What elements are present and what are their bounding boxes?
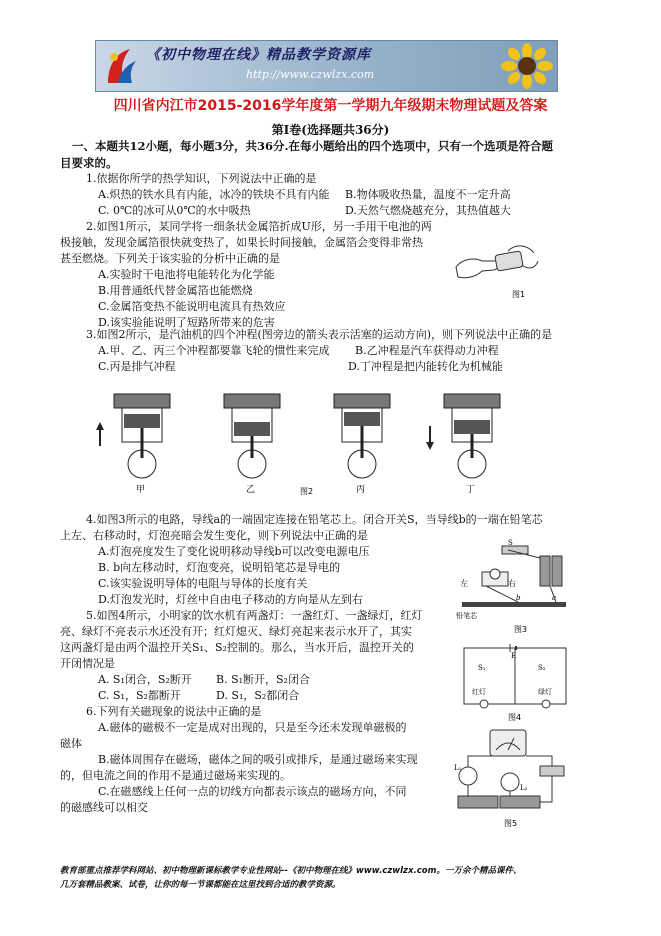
svg-text:红灯: 红灯 [472,688,486,696]
page-footer [60,864,620,892]
q2-option-c: C.金属箔变热不能说明电流具有热效应 [98,300,286,313]
header-banner [95,40,558,92]
q3-option-c: C.丙是排气冲程 [98,360,176,373]
q4-option-b: B. b向左移动时，灯泡变亮，说明铅笔芯是导电的 [98,561,341,574]
q4-option-d: D.灯泡发光时，灯丝中自由电子移动的方向是从左到右 [98,593,363,606]
figure-2-caption: 图2 [300,487,314,496]
figure-4-caption: 图4 [508,713,522,722]
q4-option-c: C.该实验说明导体的电阻与导体的长度有关 [98,577,308,590]
svg-text:b: b [516,594,521,602]
q2-stem-line-2: 极接触，发现金属箔很快就变热了，如果长时间接触，金属箔会变得非常热 [60,236,423,249]
engine-yi [224,394,280,495]
figure-4-lamp-circuit [458,642,572,722]
svg-text:绿灯: 绿灯 [538,688,552,696]
q5-stem-line-2: 亮、绿灯不亮表示水还没有开；红灯熄灭、绿灯亮起来表示水开了，其实 [60,625,412,638]
q5-stem-line-4: 开闭情况是 [60,657,115,670]
engine-label-bing: 丙 [356,485,366,495]
q1-stem: 1.依据你所学的热学知识，下列说法中正确的是 [86,172,317,185]
q4-option-a: A.灯泡亮度发生了变化说明移动导线b可以改变电源电压 [98,545,370,558]
q5-option-a: A. S₁闭合，S₂断开 [98,673,192,686]
q5-stem-line-1: 5.如图4所示，小明家的饮水机有两盏灯：一盏红灯、一盏绿灯，红灯 [86,609,423,622]
q4-stem-line-1: 4.如图3所示的电路，导线a的一端固定连接在铅笔芯上。闭合开关S，当导线b的一端在铅笔芯 [86,513,543,526]
q6-option-a-line-2: 磁体 [60,737,82,750]
section-title: 第Ⅰ卷(选择题共36分) [271,123,390,137]
svg-text:E: E [511,652,517,660]
q2-option-d: D.该实验能说明了短路所带来的危害 [98,316,275,329]
figure-2-engine-strokes [92,380,532,500]
figure-5-meter-circuit [452,726,572,830]
q3-stem: 3.如图2所示，是汽油机的四个冲程(图旁边的箭头表示活塞的运动方向)，则下列说法中正确的是 [86,328,553,341]
document-title: 四川省内江市2015-2016学年度第一学期九年级期末物理试题及答案 [113,98,548,114]
banner-url[interactable]: http://www.czwlzx.com [246,68,375,81]
site-logo-icon [104,45,138,87]
svg-text:S₂: S₂ [538,664,546,672]
svg-text:S₁: S₁ [478,664,486,672]
q4-stem-line-2: 上左、右移动时，灯泡亮暗会发生变化，则下列说法中正确的是 [60,529,368,542]
engine-label-ding: 丁 [466,485,476,495]
q3-option-d: D.丁冲程是把内能转化为机械能 [348,360,503,373]
footer-line-2: 几万套精品教案、试卷，让你的每一节课都能在这里找到合适的教学资源。 [60,880,341,890]
q2-option-a: A.实验时干电池将电能转化为化学能 [98,268,275,281]
q3-option-b: B.乙冲程是汽车获得动力冲程 [355,344,499,357]
svg-text:S: S [508,539,513,547]
q6-option-b-line-1: B.磁体周围存在磁场，磁体之间的吸引或排斥，是通过磁场来实现 [98,753,418,766]
q5-option-d: D. S₁，S₂都闭合 [216,689,300,702]
engine-label-jia: 甲 [136,485,146,495]
engine-bing [334,394,390,495]
q1-option-a: A.炽热的铁水具有内能，冰冷的铁块不具有内能 [98,188,330,201]
svg-text:a: a [552,594,557,602]
q5-option-c: C. S₁，S₂都断开 [98,689,181,702]
q6-option-c-line-1: C.在磁感线上任何一点的切线方向都表示该点的磁场方向，不同 [98,785,407,798]
q6-option-a-line-1: A.磁体的磁极不一定是成对出现的，只是至今还未发现单磁极的 [98,721,407,734]
instructions-line-1: 一、本题共12小题，每小题3分，共36分.在每小题给出的四个选项中，只有一个选项是符合题 [72,139,554,153]
q3-option-a: A.甲、乙、丙三个冲程都要靠飞轮的惯性来完成 [98,344,330,357]
svg-text:L₁: L₁ [454,764,462,772]
figure-5-caption: 图5 [504,819,518,828]
engine-ding [426,394,500,495]
svg-text:铅笔芯: 铅笔芯 [456,612,477,620]
q2-stem-line-1: 2.如图1所示，某同学将一细条状金属箔折成U形，另一手用干电池的两 [86,220,432,233]
q1-option-b: B.物体吸收热量，温度不一定升高 [345,188,511,201]
figure-1-hand-battery [452,237,542,303]
svg-text:L₂: L₂ [520,784,528,792]
q1-option-c: C. 0℃的冰可从0℃的水中吸热 [98,204,251,217]
footer-line-1: 教育部重点推荐学科网站、初中物理新课标教学专业性网站--《初中物理在线》www.czwlzx.com。一万余个精品课件、 [60,866,522,876]
figure-1-caption: 图1 [512,290,526,299]
figure-3-caption: 图3 [514,625,528,634]
figure-3-pencil-circuit [456,538,572,636]
q5-option-b: B. S₁断开，S₂闭合 [216,673,310,686]
instructions-line-2: 目要求的。 [60,156,118,170]
svg-text:左: 左 [460,579,468,588]
sunflower-icon [501,43,553,89]
q2-option-b: B.用普通纸代替金属箔也能燃烧 [98,284,253,297]
q1-option-d: D.天然气燃烧越充分，其热值越大 [345,204,511,217]
engine-jia [96,394,170,495]
q6-option-b-line-2: 的，但电流之间的作用不是通过磁场来实现的。 [60,769,291,782]
engine-label-yi: 乙 [246,485,256,495]
banner-title: 《初中物理在线》精品教学资源库 [146,47,371,63]
svg-text:右: 右 [508,579,516,588]
q2-stem-line-3: 甚至燃烧。下列关于该实验的分析中正确的是 [60,252,280,265]
q6-stem: 6.下列有关磁现象的说法中正确的是 [86,705,262,718]
q6-option-c-line-2: 的磁感线可以相交 [60,801,148,814]
q5-stem-line-3: 这两盏灯是由两个温控开关S₁、S₂控制的。那么，当水开后，温控开关的 [60,641,414,654]
